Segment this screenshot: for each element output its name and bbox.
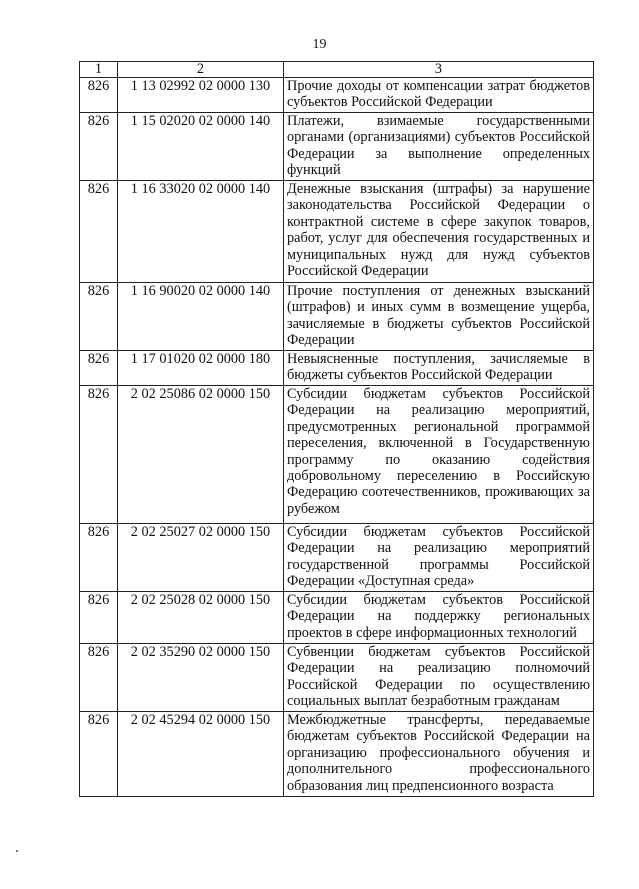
description-cell: Денежные взыскания (штрафы) за нарушение законодательства Российской Федерации о контрактной системе в сфере закупок товаров, работ, услуг для обеспечения государственных и муниципальных нужд для нужд субъектов Российской Федерации (284, 181, 594, 283)
table-header-row (80, 62, 594, 78)
admin-code-cell: 826 (80, 386, 118, 524)
budget-code-cell: 2 02 35290 02 0000 150 (118, 644, 284, 712)
description-cell: Межбюджетные трансферты, передаваемые бюджетам субъектов Российской Федерации на организацию профессионального обучения и дополнительного профессионального образования лиц предпенсионного возраста (284, 712, 594, 797)
admin-code-cell: 826 (80, 592, 118, 644)
budget-code-cell: 1 15 02020 02 0000 140 (118, 113, 284, 181)
table-row (80, 351, 594, 386)
budget-code-cell: 2 02 25028 02 0000 150 (118, 592, 284, 644)
description-cell: Невыясненные поступления, зачисляемые в бюджеты субъектов Российской Федерации (284, 351, 594, 386)
table-row (80, 644, 594, 712)
admin-code-cell: 826 (80, 712, 118, 797)
column-header-2: 2 (118, 62, 284, 78)
table-row (80, 524, 594, 592)
admin-code-cell: 826 (80, 524, 118, 592)
table-row (80, 712, 594, 797)
description-cell: Платежи, взимаемые государственными органами (организациями) субъектов Российской Федерации за выполнение определенных функций (284, 113, 594, 181)
admin-code-cell: 826 (80, 181, 118, 283)
table-row (80, 386, 594, 524)
table-row (80, 283, 594, 351)
budget-code-cell: 1 16 90020 02 0000 140 (118, 283, 284, 351)
budget-code-cell: 1 16 33020 02 0000 140 (118, 181, 284, 283)
description-cell: Прочие поступления от денежных взысканий (штрафов) и иных сумм в возмещение ущерба, зачисляемые в бюджеты субъектов Российской Федерации (284, 283, 594, 351)
admin-code-cell: 826 (80, 644, 118, 712)
description-cell: Субсидии бюджетам субъектов Российской Федерации на реализацию мероприятий, предусмотренных региональной программой переселения, включенной в Государственную программу по оказанию содействия добровольному переселению в Российскую Федерацию соотечественников, проживающих за рубежом (284, 386, 594, 524)
column-header-3: 3 (284, 62, 594, 78)
budget-code-cell: 2 02 25027 02 0000 150 (118, 524, 284, 592)
budget-code-cell: 2 02 45294 02 0000 150 (118, 712, 284, 797)
description-cell: Субсидии бюджетам субъектов Российской Федерации на реализацию мероприятий государственной программы Российской Федерации «Доступная среда» (284, 524, 594, 592)
budget-code-cell: 1 17 01020 02 0000 180 (118, 351, 284, 386)
budget-code-cell: 2 02 25086 02 0000 150 (118, 386, 284, 524)
admin-code-cell: 826 (80, 351, 118, 386)
table-row (80, 78, 594, 113)
admin-code-cell: 826 (80, 113, 118, 181)
description-cell: Субвенции бюджетам субъектов Российской Федерации на реализацию полномочий Российской Федерации по осуществлению социальных выплат безработным гражданам (284, 644, 594, 712)
description-cell: Субсидии бюджетам субъектов Российской Федерации на поддержку региональных проектов в сфере информационных технологий (284, 592, 594, 644)
table-row (80, 113, 594, 181)
column-header-1: 1 (80, 62, 118, 78)
description-cell: Прочие доходы от компенсации затрат бюджетов субъектов Российской Федерации (284, 78, 594, 113)
budget-code-cell: 1 13 02992 02 0000 130 (118, 78, 284, 113)
page-number: 19 (312, 37, 327, 52)
scan-speck (16, 850, 18, 852)
budget-revenue-table (79, 61, 594, 797)
admin-code-cell: 826 (80, 78, 118, 113)
table-row (80, 181, 594, 283)
admin-code-cell: 826 (80, 283, 118, 351)
table-row (80, 592, 594, 644)
